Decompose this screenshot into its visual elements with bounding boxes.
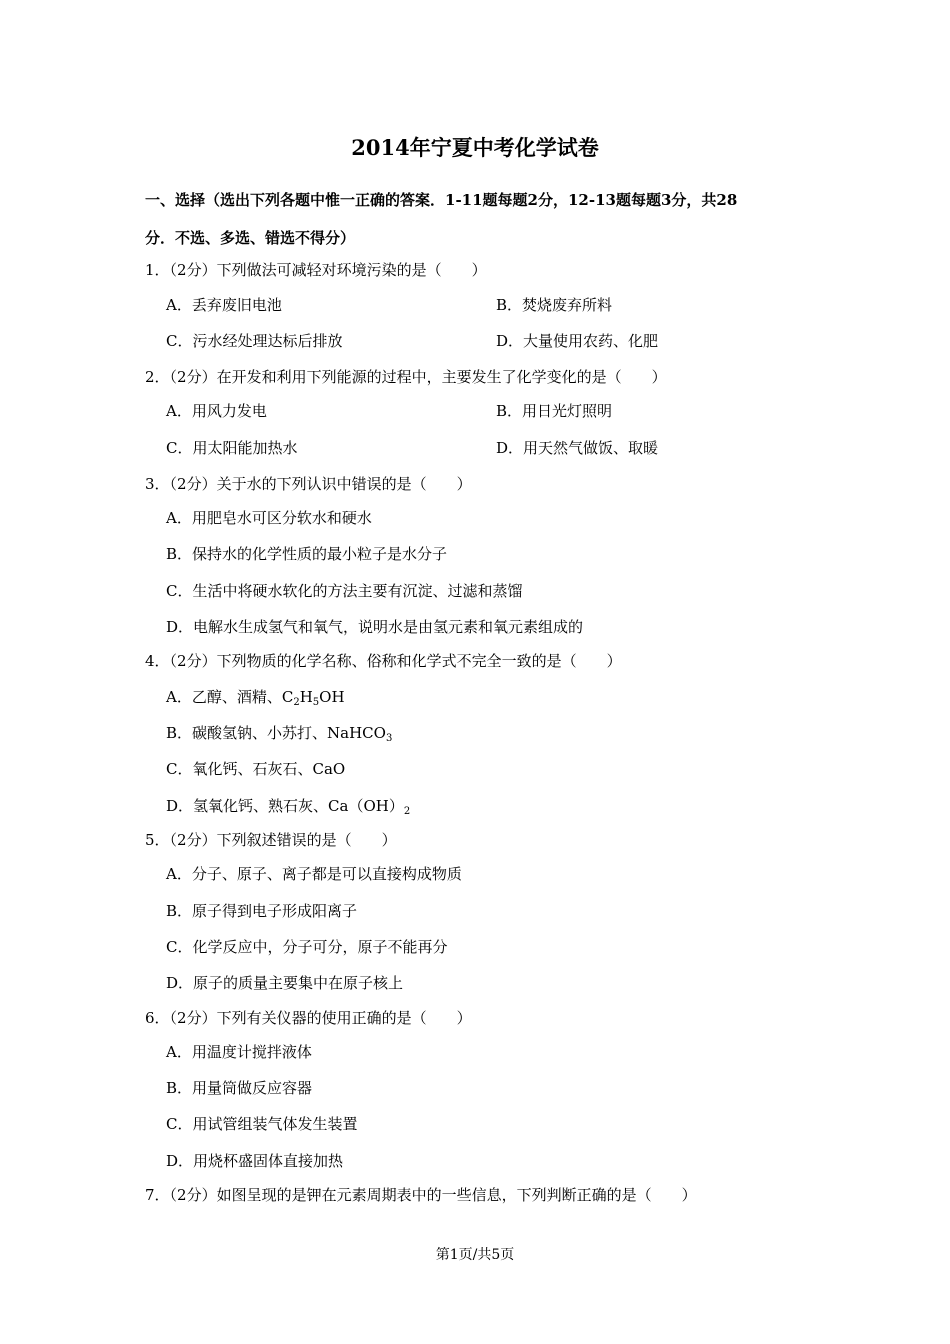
question-3-option-c: C．生活中将硬水软化的方法主要有沉淀、过滤和蒸馏 <box>166 582 523 600</box>
subscript: 2 <box>403 806 411 817</box>
question-4-stem: 4．（2分）下列物质的化学名称、俗称和化学式不完全一致的是（ ） <box>145 652 622 670</box>
question-2-option-d: D．用天然气做饭、取暖 <box>496 439 659 457</box>
section-heading-line-2: 分．不选、多选、错选不得分） <box>145 229 356 247</box>
question-4-option-a <box>166 685 345 709</box>
page-title: 2014年宁夏中考化学试卷 <box>351 135 599 160</box>
option-c-text: C．氧化钙、石灰石、CaO <box>166 760 346 778</box>
question-1-option-b: B．焚烧废弃所料 <box>496 296 613 314</box>
option-d-text: D．氢氧化钙、熟石灰、Ca（OH） <box>166 797 404 815</box>
subscript: 2 <box>293 697 300 708</box>
question-6-option-b: B．用量筒做反应容器 <box>166 1079 313 1097</box>
question-3-stem: 3．（2分）关于水的下列认识中错误的是（ ） <box>145 475 472 493</box>
question-2-option-a: A．用风力发电 <box>166 402 267 420</box>
question-1-option-c: C．污水经处理达标后排放 <box>166 332 343 350</box>
section-heading-line-1: 一、选择（选出下列各题中惟一正确的答案．1-11题每题2分，12-13题每题3分，共28 <box>145 191 738 209</box>
formula-part: OH <box>319 688 345 706</box>
question-5-stem: 5．（2分）下列叙述错误的是（ ） <box>145 831 397 849</box>
option-a-text: A．乙醇、酒精、C <box>166 688 294 706</box>
question-4-option-c <box>166 757 345 781</box>
question-3-option-d: D．电解水生成氢气和氧气，说明水是由氢元素和氧元素组成的 <box>166 618 584 636</box>
subscript: 3 <box>385 733 393 744</box>
question-4-option-b <box>166 721 392 745</box>
question-1-option-d: D．大量使用农药、化肥 <box>496 332 659 350</box>
question-5-option-a: A．分子、原子、离子都是可以直接构成物质 <box>166 865 462 883</box>
question-6-option-c: C．用试管组装气体发生装置 <box>166 1115 358 1133</box>
option-b-text: B．碳酸氢钠、小苏打、NaHCO <box>166 724 386 742</box>
question-1-stem: 1．（2分）下列做法可减轻对环境污染的是（ ） <box>145 261 487 279</box>
question-5-option-c: C．化学反应中，分子可分，原子不能再分 <box>166 938 448 956</box>
question-5-option-d: D．原子的质量主要集中在原子核上 <box>166 974 404 992</box>
question-2-option-b: B．用日光灯照明 <box>496 402 613 420</box>
question-7-stem: 7．（2分）如图呈现的是钾在元素周期表中的一些信息，下列判断正确的是（ ） <box>145 1186 697 1204</box>
question-3-option-a: A．用肥皂水可区分软水和硬水 <box>166 509 372 527</box>
question-4-option-d <box>166 794 410 818</box>
subscript: 5 <box>312 697 320 708</box>
question-6-stem: 6．（2分）下列有关仪器的使用正确的是（ ） <box>145 1009 472 1027</box>
question-1-option-a: A．丢弃废旧电池 <box>166 296 282 314</box>
question-2-option-c: C．用太阳能加热水 <box>166 439 298 457</box>
question-3-option-b: B．保持水的化学性质的最小粒子是水分子 <box>166 545 448 563</box>
formula-part: H <box>299 688 313 706</box>
question-6-option-a: A．用温度计搅拌液体 <box>166 1043 312 1061</box>
page-footer: 第1页/共5页 <box>435 1247 515 1263</box>
question-5-option-b: B．原子得到电子形成阳离子 <box>166 902 358 920</box>
question-6-option-d: D．用烧杯盛固体直接加热 <box>166 1152 344 1170</box>
question-2-stem: 2．（2分）在开发和利用下列能源的过程中，主要发生了化学变化的是（ ） <box>145 368 667 386</box>
